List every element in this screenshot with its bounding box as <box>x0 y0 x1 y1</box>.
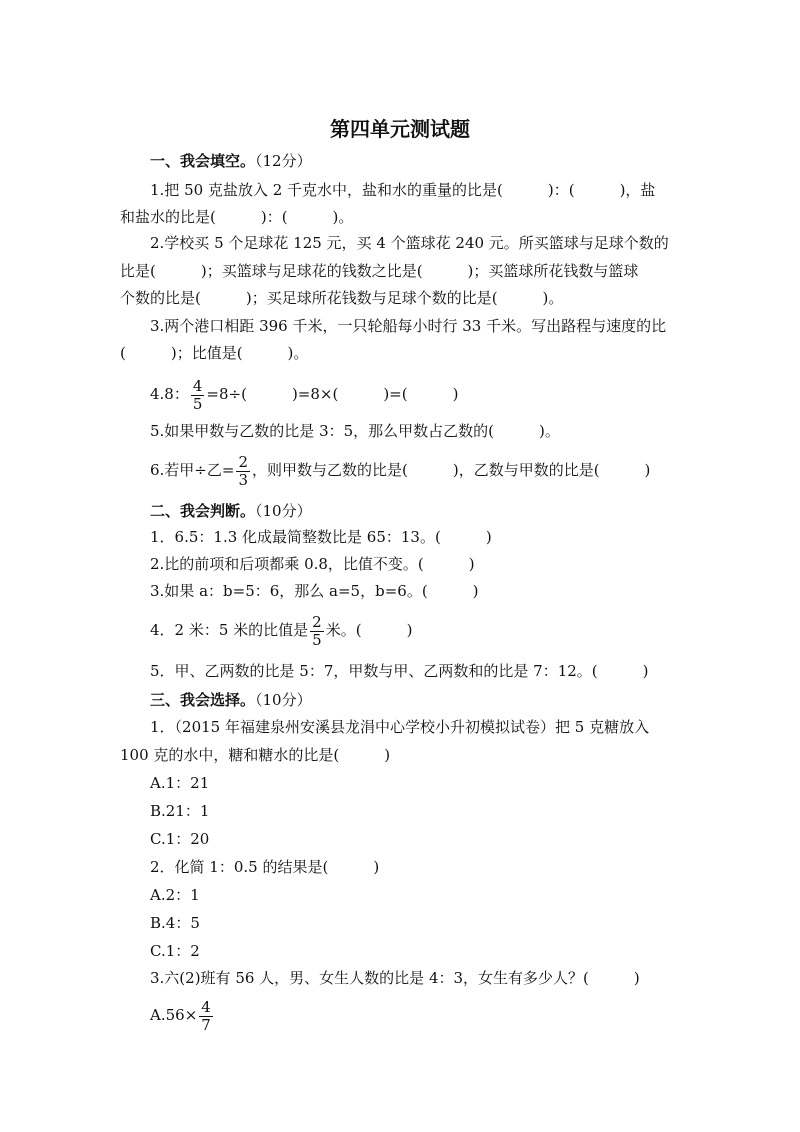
fraction-denominator: 5 <box>192 394 203 413</box>
choice-q2: 2．化简 1：0.5 的结果是( ) <box>150 858 380 876</box>
fill-q4-suffix: =8÷( )=8×( )=( ) <box>206 385 459 403</box>
fraction <box>310 614 324 649</box>
fill-q6-suffix: ，则甲数与乙数的比是( )，乙数与甲数的比是( ) <box>252 461 651 479</box>
section-points: （12分） <box>255 152 312 170</box>
fill-q1-line2: 和盐水的比是( )：( )。 <box>120 208 354 226</box>
fill-q2-line1: 2.学校买 5 个足球花 125 元，买 4 个篮球花 240 元。所买篮球与足球个数的 <box>150 234 669 252</box>
fill-q3-line2: ( )；比值是( )。 <box>120 344 309 362</box>
section-heading-fill <box>150 151 312 171</box>
page-title: 第四单元测试题 <box>330 117 470 141</box>
fraction-denominator: 3 <box>238 470 248 489</box>
section-heading-text: 一、我会填空。 <box>150 152 256 170</box>
choice-q3: 3.六(2)班有 56 人，男、女生人数的比是 4：3，女生有多少人？( ) <box>150 969 640 987</box>
choice-q1-line1: 1．（2015 年福建泉州安溪县龙涓中心学校小升初模拟试卷）把 5 克糖放入 <box>150 718 650 736</box>
fraction-numerator: 4 <box>192 376 203 395</box>
judge-q4 <box>150 609 412 651</box>
fill-q1-line1: 1.把 50 克盐放入 2 千克水中，盐和水的重量的比是( )：( )，盐 <box>150 181 656 199</box>
fill-q6 <box>150 449 650 491</box>
fill-q2-line2: 比是( )；买篮球与足球花的钱数之比是( )；买篮球所花钱数与篮球 <box>120 262 639 280</box>
judge-q4-prefix: 4．2 米：5 米的比值是 <box>150 621 309 639</box>
fraction-denominator: 5 <box>312 630 322 649</box>
section-heading-choice <box>150 690 312 710</box>
fraction-numerator: 2 <box>312 612 322 631</box>
fraction <box>191 378 205 413</box>
fill-q5: 5.如果甲数与乙数的比是 3：5，那么甲数占乙数的( )。 <box>150 422 560 440</box>
choice-q1-line2: 100 克的水中，糖和糖水的比是( ) <box>120 746 391 764</box>
fraction-numerator: 2 <box>238 452 248 471</box>
fraction-denominator: 7 <box>201 1015 211 1034</box>
fraction <box>199 999 213 1034</box>
fill-q4-prefix: 4.8： <box>150 385 189 403</box>
fill-q2-line3: 个数的比是( )；买足球所花钱数与足球个数的比是( )。 <box>120 289 564 307</box>
fill-q6-prefix: 6.若甲÷乙= <box>150 461 235 479</box>
judge-q4-suffix: 米。( ) <box>325 621 413 639</box>
choice-q2-option-b: B.4：5 <box>150 914 200 932</box>
choice-q3-option-a <box>150 994 215 1036</box>
fill-q4 <box>150 373 458 415</box>
choice-q1-option-c: C.1：20 <box>150 830 210 848</box>
judge-q2: 2.比的前项和后项都乘 0.8，比值不变。( ) <box>150 555 475 573</box>
fraction <box>236 454 250 489</box>
choice-q2-option-a: A.2：1 <box>150 886 200 904</box>
judge-q5: 5．甲、乙两数的比是 5：7，甲数与甲、乙两数和的比是 7：12。( ) <box>150 662 649 680</box>
section-heading-text: 三、我会选择。 <box>150 691 256 709</box>
judge-q3: 3.如果 a：b=5：6，那么 a=5，b=6。( ) <box>150 582 479 600</box>
choice-q2-option-c: C.1：2 <box>150 942 200 960</box>
fraction-numerator: 4 <box>201 997 211 1016</box>
fill-q3-line1: 3.两个港口相距 396 千米，一只轮船每小时行 33 千米。写出路程与速度的比 <box>150 317 667 335</box>
choice-q3-option-a-prefix: A.56× <box>150 1006 198 1024</box>
section-points: （10分） <box>255 691 312 709</box>
choice-q1-option-b: B.21：1 <box>150 802 210 820</box>
section-points: （10分） <box>255 502 312 520</box>
judge-q1: 1．6.5：1.3 化成最简整数比是 65：13。( ) <box>150 528 492 546</box>
choice-q1-option-a: A.1：21 <box>150 774 210 792</box>
section-heading-text: 二、我会判断。 <box>150 502 256 520</box>
section-heading-judge <box>150 501 312 521</box>
